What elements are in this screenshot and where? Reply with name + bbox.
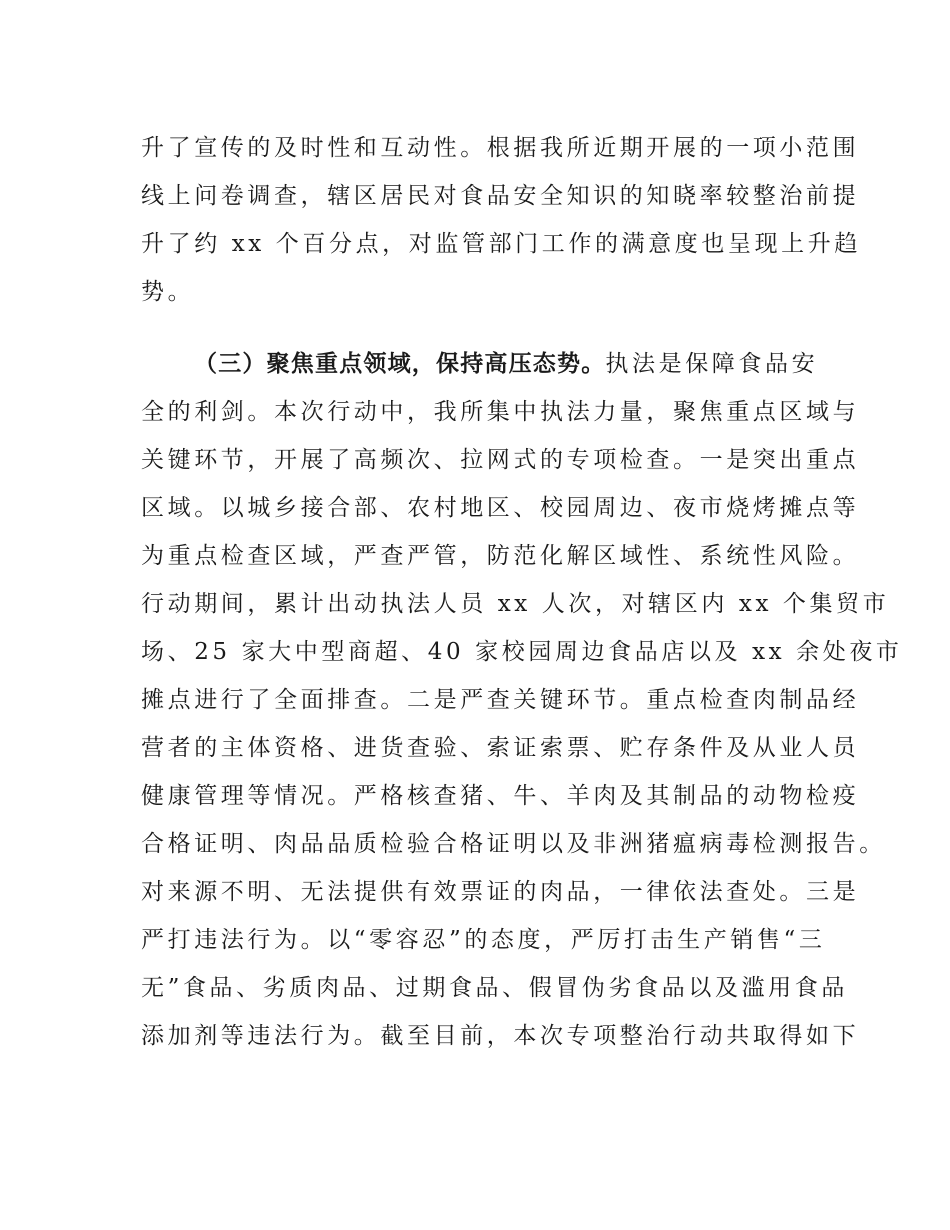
text-line: 对来源不明、无法提供有效票证的肉品，一律依法查处。三是 (141, 879, 860, 905)
text-line: 全的利剑。本次行动中，我所集中执法力量，聚焦重点区域与 (141, 399, 860, 425)
text-line: 场、25 家大中型商超、40 家校园周边食品店以及 xx 余处夜市 (141, 639, 903, 665)
section-heading: （三）聚焦重点领域，保持高压态势。 (194, 351, 606, 377)
text-line: 健康管理等情况。严格核查猪、牛、羊肉及其制品的动物检疫 (141, 783, 860, 809)
text-line: 添加剂等违法行为。截至目前，本次专项整治行动共取得如下 (141, 1023, 860, 1049)
text-line: 营者的主体资格、进货查验、索证索票、贮存条件及从业人员 (141, 735, 860, 761)
text-line: 为重点检查区域，严查严管，防范化解区域性、系统性风险。 (141, 543, 860, 569)
paragraph-spacer (141, 316, 821, 340)
text-line: 线上问卷调查，辖区居民对食品安全知识的知晓率较整治前提 (141, 183, 860, 209)
document-page (141, 124, 903, 1060)
text-line: 区域。以城乡接合部、农村地区、校园周边、夜市烧烤摊点等 (141, 495, 860, 521)
paragraph-publicity-results (141, 124, 861, 316)
text-line: 升了约 xx 个百分点，对监管部门工作的满意度也呈现上升趋 (141, 231, 861, 257)
text-line: 升了宣传的及时性和互动性。根据我所近期开展的一项小范围 (141, 135, 860, 161)
text-line: 严打违法行为。以“零容忍”的态度，严厉打击生产销售“三 (141, 927, 826, 953)
text-line: 关键环节，开展了高频次、拉网式的专项检查。一是突出重点 (141, 447, 860, 473)
text-line-first (141, 340, 821, 388)
text-line: 无”食品、劣质肉品、过期食品、假冒伪劣食品以及滥用食品 (141, 975, 848, 1001)
text-line: 合格证明、肉品品质检验合格证明以及非洲猪瘟病毒检测报告。 (141, 831, 886, 857)
paragraph-enforcement-focus (141, 340, 903, 1060)
text-line: 行动期间，累计出动执法人员 xx 人次，对辖区内 xx 个集贸市 (141, 591, 890, 617)
text-line: 摊点进行了全面排查。二是严查关键环节。重点检查肉制品经 (141, 687, 860, 713)
text-line: 势。 (141, 279, 195, 305)
text-fragment: 执法是保障食品安 (605, 351, 819, 377)
